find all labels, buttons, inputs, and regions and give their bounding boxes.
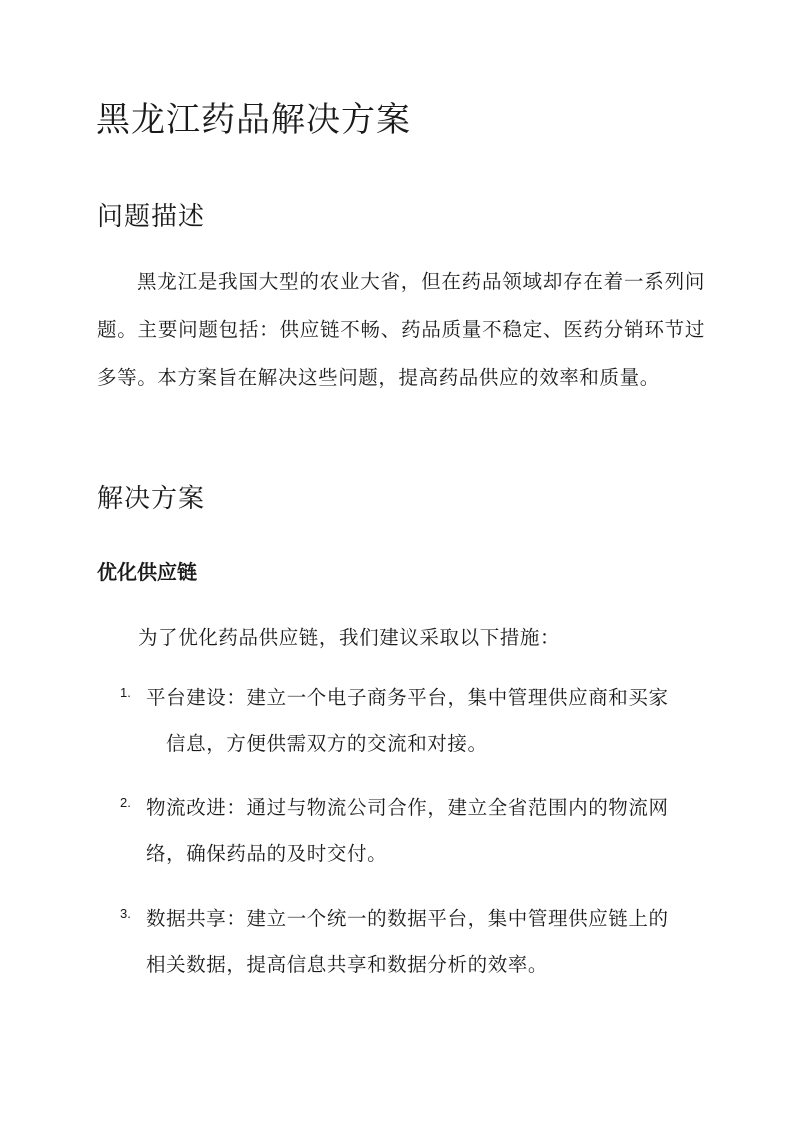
- list-item-text-line: 络，确保药品的及时交付。: [146, 842, 388, 865]
- section-heading-problem: 问题描述: [97, 202, 206, 232]
- list-item-text-line: 平台建设：建立一个电子商务平台，集中管理供应商和买家: [146, 686, 669, 709]
- list-item-text-line: 相关数据，提高信息共享和数据分析的效率。: [146, 953, 549, 976]
- document-title: 黑龙江药品解决方案: [96, 100, 411, 140]
- list-item-number: 3.: [120, 906, 131, 921]
- list-item-number: 2.: [120, 795, 131, 810]
- problem-paragraph: 黑龙江是我国大型的农业大省，但在药品领域却存在着一系列问题。主要问题包括：供应链不畅、药品质量不稳定、医药分销环节过多等。本方案旨在解决这些问题，提高药品供应的效率和质量。: [97, 270, 705, 389]
- list-item-text-line: 信息，方便供需双方的交流和对接。: [166, 732, 488, 755]
- list-item-text-line: 物流改进：通过与物流公司合作，建立全省范围内的物流网: [146, 796, 669, 819]
- list-item-text-line: 数据共享：建立一个统一的数据平台，集中管理供应链上的: [146, 907, 669, 930]
- list-item-number: 1.: [120, 685, 131, 700]
- subsection-heading-supply-chain: 优化供应链: [97, 560, 197, 584]
- supply-chain-intro: 为了优化药品供应链，我们建议采取以下措施：: [138, 626, 561, 649]
- section-heading-solution: 解决方案: [97, 484, 206, 514]
